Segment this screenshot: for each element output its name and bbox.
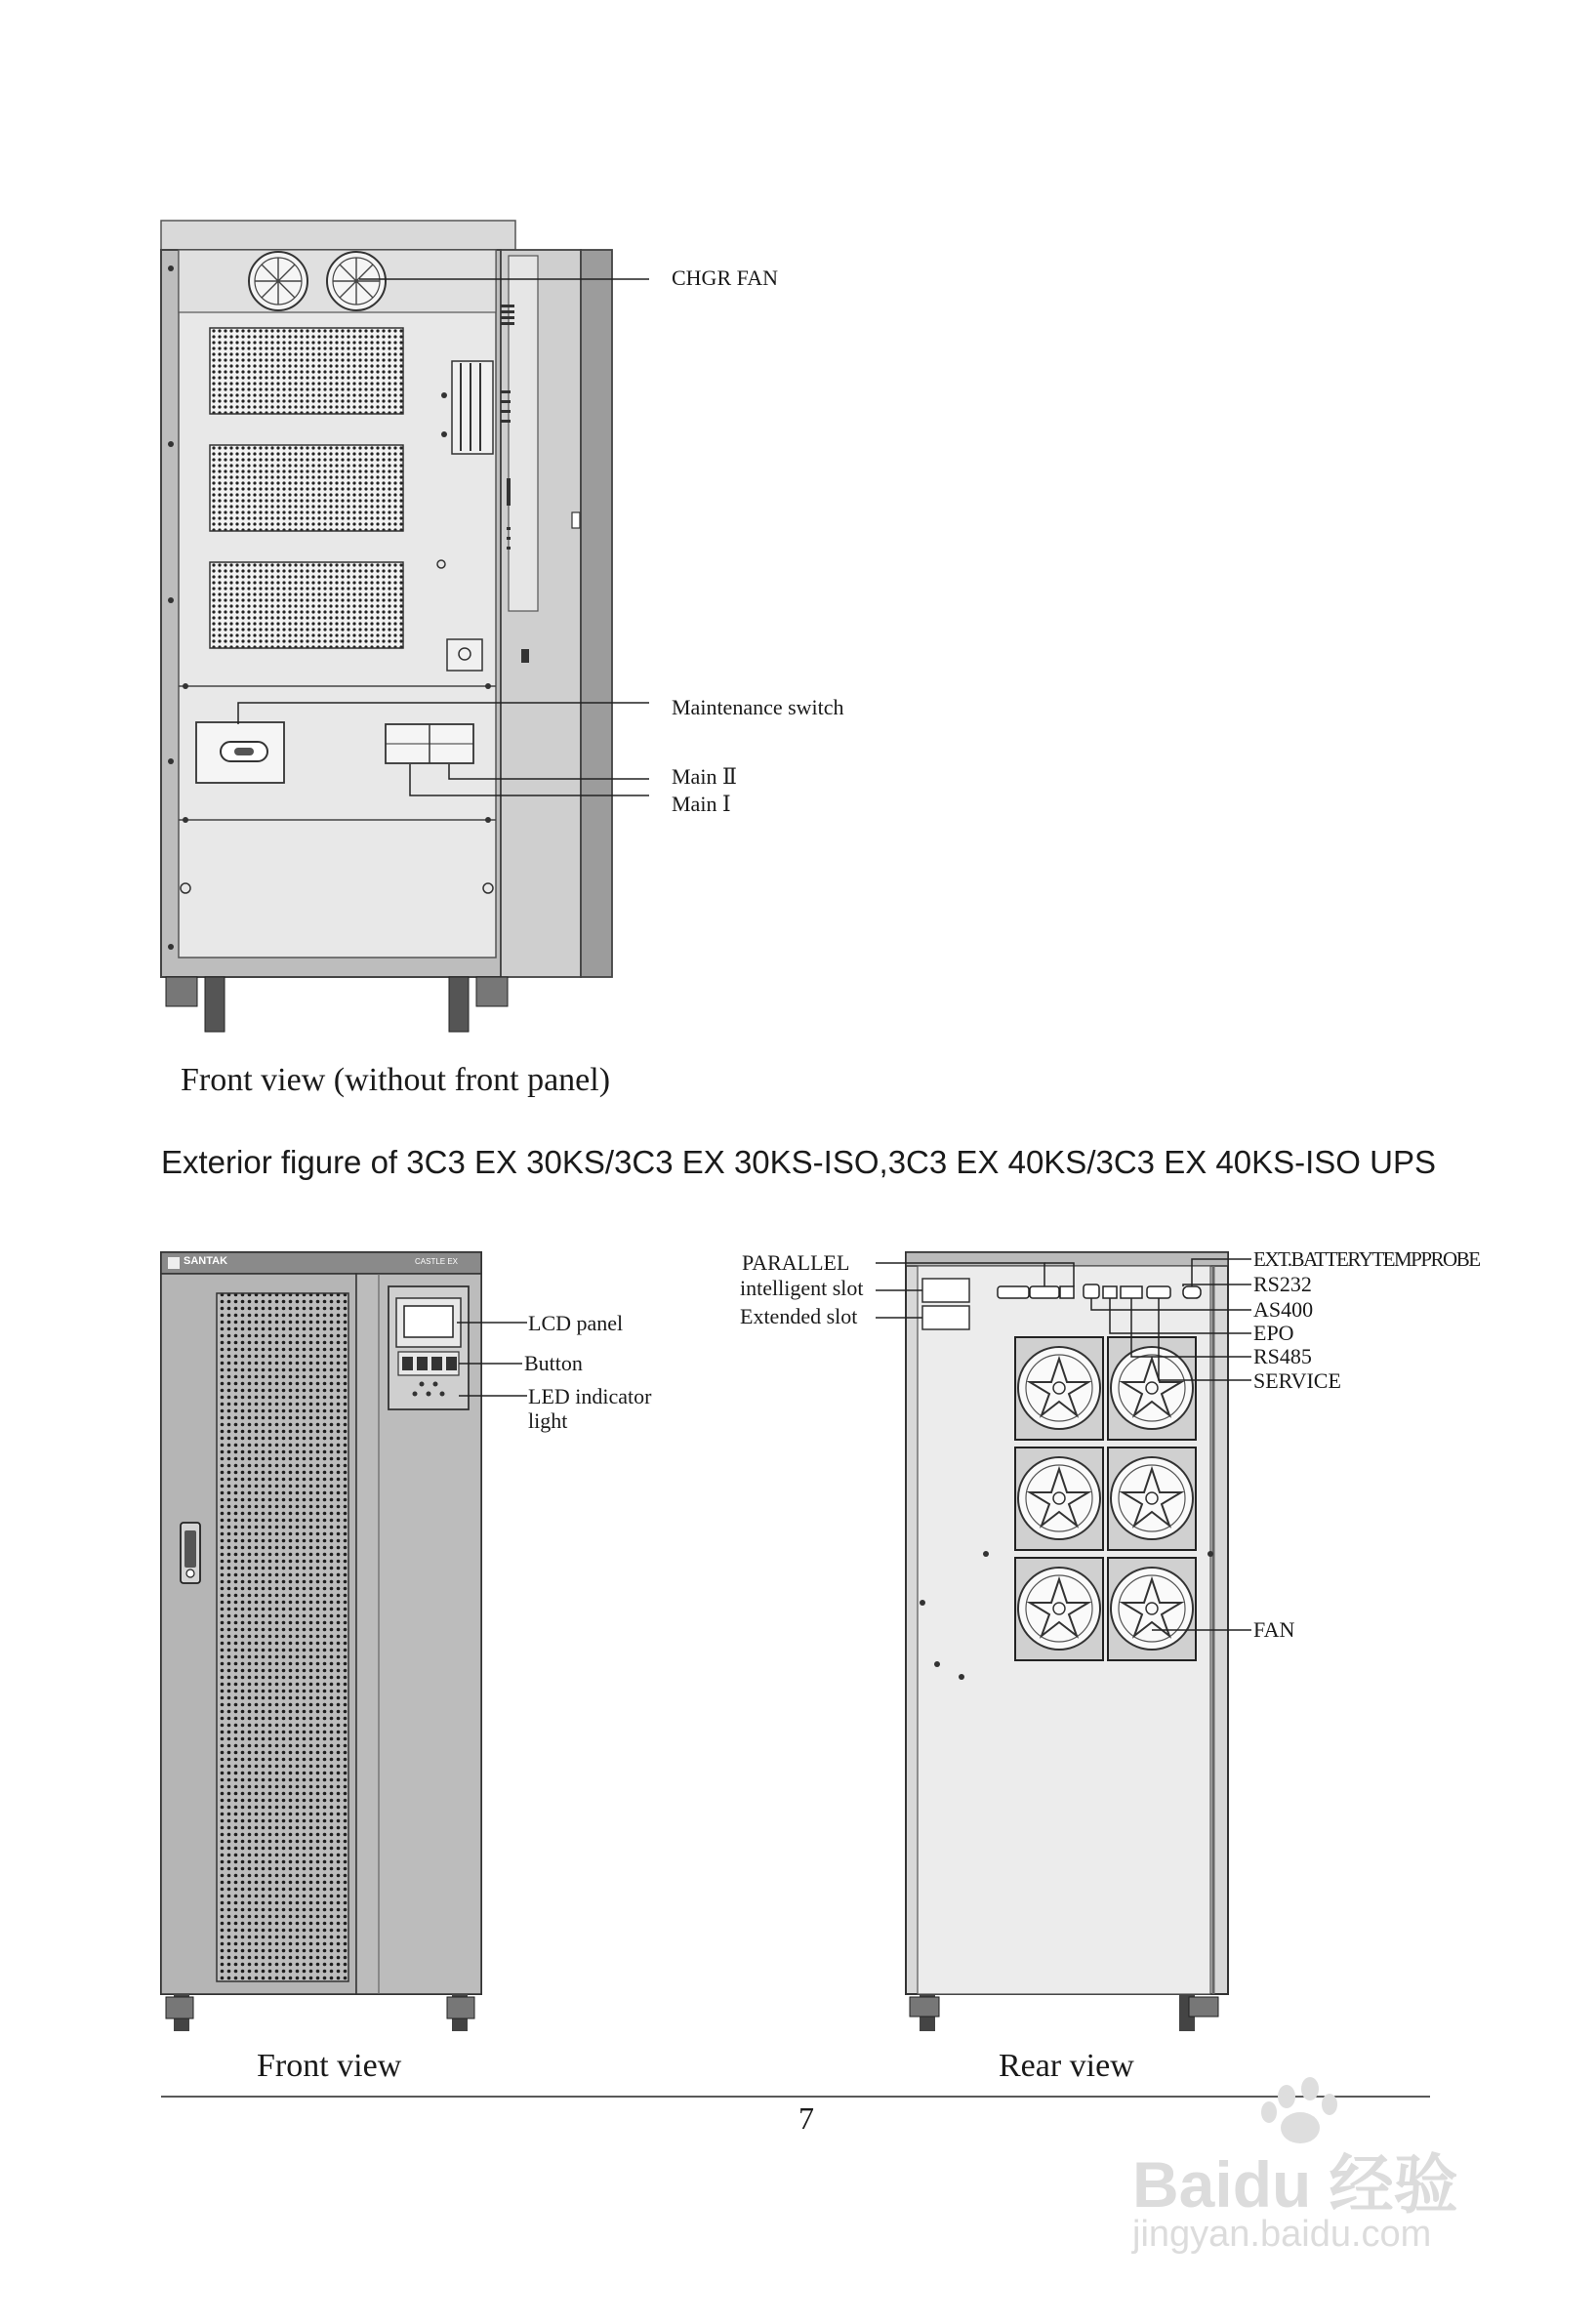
label-epo: EPO [1253, 1321, 1294, 1345]
ups-rear-drawing [876, 1252, 1251, 2031]
label-as400: AS400 [1253, 1297, 1314, 1322]
label-fan: FAN [1253, 1617, 1295, 1642]
ups-internal-front-drawing [161, 221, 649, 1032]
label-maintenance-switch: Maintenance switch [672, 695, 844, 719]
label-rs485: RS485 [1253, 1344, 1312, 1368]
caption-rear-view: Rear view [999, 2048, 1134, 2084]
label-main-2: Main Ⅱ [672, 764, 737, 789]
brand-santak: SANTAK [184, 1255, 228, 1267]
label-rs232: RS232 [1253, 1272, 1312, 1296]
label-led-indicator: LED indicator [528, 1384, 652, 1408]
label-service: SERVICE [1253, 1368, 1341, 1393]
label-lcd-panel: LCD panel [528, 1311, 624, 1335]
section-heading: Exterior figure of 3C3 EX 30KS/3C3 EX 30KS-ISO,3C3 EX 40KS/3C3 EX 40KS-ISO UPS [161, 1144, 1436, 1180]
page-number: 7 [798, 2100, 814, 2136]
label-ext-battery-temp-probe: EXT.BATTERYTEMPPROBE [1253, 1247, 1480, 1271]
label-parallel: PARALLEL [742, 1250, 850, 1275]
model-badge: CASTLE EX [415, 1257, 459, 1266]
watermark-brand: Baidu 经验 [1132, 2148, 1458, 2221]
watermark-url: jingyan.baidu.com [1132, 2214, 1432, 2255]
ups-front-drawing [161, 1252, 527, 2031]
label-led-light: light [528, 1408, 568, 1433]
label-chgr-fan: CHGR FAN [672, 265, 779, 290]
caption-front-view: Front view [257, 2048, 402, 2084]
label-main-1: Main Ⅰ [672, 792, 731, 816]
label-button: Button [524, 1351, 583, 1375]
label-intelligent-slot: intelligent slot [740, 1276, 864, 1300]
label-extended-slot: Extended slot [740, 1304, 858, 1328]
caption-front-view-without-panel: Front view (without front panel) [181, 1062, 611, 1098]
